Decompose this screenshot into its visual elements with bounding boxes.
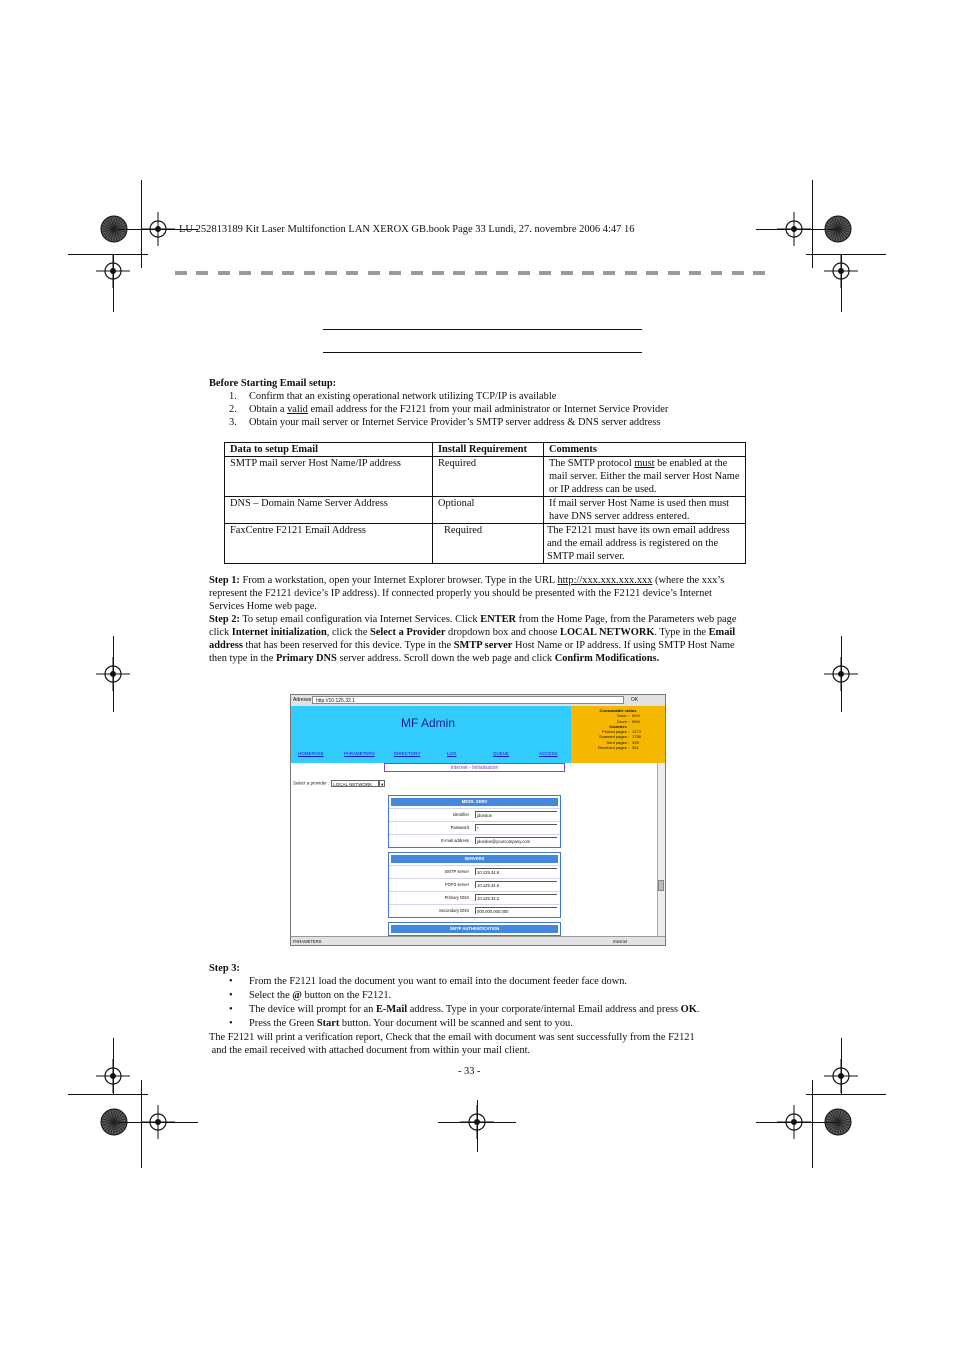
dash-segment [346,271,358,275]
bullet-text: Press the Green [249,1018,317,1029]
step1-label: Step 1: [209,575,240,586]
field-label: Primary DNS [444,895,469,900]
status-value: 55% [632,718,641,724]
go-button[interactable]: OK [631,697,639,703]
provider-label: Select a provider : [293,780,330,786]
step-text: from the Home Page, from the Parameters web page click [209,614,737,638]
counter-row [571,745,665,750]
dash-segment [753,271,765,275]
admin-title: MF Admin [401,716,456,730]
provider-row [293,780,385,787]
step-text: , click the [326,627,371,638]
dash-segment [518,271,530,275]
table-row [225,497,746,524]
step3-label: Step 3: [209,963,240,974]
field-label: SMTP server [444,869,469,874]
step3-section [209,962,749,1057]
table-row [225,457,746,497]
smtp-auth-panel [388,922,561,936]
step-bold: Select a Provider [370,627,446,638]
counter-value: 351 [632,745,639,751]
step-bold: SMTP server [453,640,513,651]
dash-segment [453,271,465,275]
cell-comment [544,457,746,497]
item-text: email address for the F2121 from your mail administrator or Internet Service Provider [307,404,669,415]
counter-key: Received pages : [598,745,629,751]
dash-segment [411,271,423,275]
nav-directory[interactable]: DIRECTORY [394,751,421,756]
step-bold: ENTER [480,614,517,625]
col-header-data: Data to setup Email [225,443,433,457]
crop-line [141,1080,142,1168]
bullet-text: . [696,1004,700,1015]
form-row [389,878,560,891]
dash-segment [261,271,273,275]
dash-segment [175,271,187,275]
step-bold: Internet initialization [231,627,327,638]
admin-banner [291,706,571,763]
form-row [389,891,560,904]
dashed-separator [175,271,775,275]
password-input[interactable]: * [475,824,557,831]
field-label: Secondary DNS [438,908,469,913]
dash-segment [732,271,744,275]
item-text: Obtain a [249,404,288,415]
list-item [209,403,749,416]
dash-segment [496,271,508,275]
status-title: Consumable status [599,708,637,713]
field-label: E-mail address [441,838,469,843]
url-field[interactable]: http://10.125.32.1 [312,696,624,704]
cell-comment: The F2121 must have its own email address and the email address is registered on the SMTP mail server. [544,524,746,564]
url-link[interactable]: http://xxx.xxx.xxx.xxx [557,575,653,586]
dash-segment [475,271,487,275]
table-header-row [225,443,746,457]
step-text: Host Name or IP address. If using SMTP Host Name then type in the [209,640,735,664]
dash-segment [668,271,680,275]
bullet-text: button. Your document will be scanned and sent to you. [339,1018,573,1029]
cell-requirement: Required [433,524,544,564]
step-text: (where the xxx’s represent the F2121 device’s IP address). If connected properly you should be presented with the F2121 device’s Internet Services Home web page. [209,575,725,612]
dash-segment [218,271,230,275]
step2-label: Step 2: [209,614,240,625]
step-text: dropdown box and choose [445,627,561,638]
form-row [389,834,560,847]
status-key: Toner : [616,713,629,719]
status-left: PARAMETERS [293,939,322,944]
bullet-bold: OK [680,1004,697,1015]
smtp-server-input[interactable]: 10.125.34.6 [475,868,557,875]
browser-status-bar [291,936,665,946]
address-label: Adresse [293,697,312,703]
closing-line: and the email received with attached document from within your mail client. [209,1045,531,1056]
status-value: 90% [632,713,641,719]
comment-emphasis: must [634,458,655,469]
crop-line [812,1080,813,1168]
crop-line [756,1122,836,1123]
list-item [209,416,749,429]
list-item [209,1017,749,1031]
dash-segment [239,271,251,275]
form-row [389,865,560,878]
dash-segment [389,271,401,275]
email-input[interactable]: jdoedoe@yourcompany.com [475,837,557,844]
crop-line [806,1094,886,1095]
nav-homepage[interactable]: HOMEPAGE [298,751,324,756]
bullet-bold: E-Mail [375,1004,408,1015]
crop-line [841,1038,842,1094]
dash-segment [539,271,551,275]
chevron-down-icon[interactable]: ▼ [380,782,385,787]
step2-paragraph [209,613,747,665]
list-item [209,975,749,989]
panel-title: MESS. SERV [391,798,558,806]
field-label: POP3 server [445,882,469,887]
primary-dns-input[interactable]: 10.125.32.2 [475,894,557,901]
nav-queue[interactable]: QUEUE [493,751,510,756]
bullet-text: Select the [249,990,293,1001]
item-emphasis: valid [287,404,308,415]
list-item [209,390,749,403]
crop-line [841,254,842,312]
bullet-bold: @ [292,990,302,1001]
form-row [389,904,560,917]
crop-line [477,1100,478,1152]
form-row [389,821,560,834]
crop-line [113,636,114,712]
step-bold: Email address [209,627,736,651]
dash-segment [603,271,615,275]
dash-segment [196,271,208,275]
counters-title: Counters [609,723,627,729]
counter-value: 1273 [632,729,641,735]
bullet-text: From the F2121 load the document you want to email into the document feeder face down. [249,976,628,987]
bullet-text: address. Type in your corporate/internal Email address and press [407,1004,681,1015]
cell-data: FaxCentre F2121 Email Address [225,524,433,564]
step-text: that has been reserved for this device. Type in the [242,640,454,651]
intro-heading: Before Starting Email setup: [209,378,337,389]
crop-line [68,1094,148,1095]
closing-line: The F2121 will print a verification report, Check that the email with document was sent successfully from the F2121 [209,1032,695,1043]
identifier-input[interactable]: jdoedoe [475,811,557,818]
panel-title: SERVERS [391,855,558,863]
secondary-dns-input[interactable]: 000.000.000.000 [475,907,557,914]
scrollbar-thumb[interactable] [658,880,664,891]
item-text: Obtain your mail server or Internet Service Provider’s SMTP server address & DNS server address [249,417,661,428]
cell-requirement: Required [433,457,544,497]
crop-line [756,229,836,230]
counter-value: 1758 [632,734,641,740]
dash-segment [582,271,594,275]
crop-line [841,636,842,712]
nav-parameters[interactable]: PARAMETERS [344,751,375,756]
status-right: Internet [613,939,628,944]
step-text: server address. Scroll down the web page and click [336,653,555,664]
intro-list [209,390,749,429]
cell-requirement: Optional [433,497,544,524]
crop-line [113,254,114,312]
dash-segment [368,271,380,275]
panel-title: SMTP AUTHENTICATION [391,925,558,933]
dash-segment [689,271,701,275]
step-bold: LOCAL NETWORK [560,627,655,638]
step1-paragraph [209,574,747,613]
dash-segment [711,271,723,275]
title-rule-bottom [323,352,642,353]
item-number: 2. [229,404,237,415]
email-setup-table [224,442,746,564]
comment-text: be enabled at the mail server. Either the mail server Host Name or IP address can be used. [549,458,740,495]
form-row [389,808,560,821]
item-number: 3. [229,417,237,428]
page-number: - 33 - [458,1066,481,1077]
crop-line [118,1122,198,1123]
title-rule-top [323,329,642,330]
servers-panel [388,852,561,918]
dash-segment [432,271,444,275]
list-item [209,989,749,1003]
item-text: Confirm that an existing operational network utilizing TCP/IP is available [249,391,557,402]
nav-log[interactable]: LOG [447,751,457,756]
dash-segment [304,271,316,275]
status-key: Drum : [617,718,629,724]
book-header: LU 252813189 Kit Laser Multifonction LAN XEROX GB.book Page 33 Lundi, 27. novembre 2006 4:47 16 [179,224,635,235]
consumable-status [571,706,665,763]
step-bold: Primary DNS [275,653,337,664]
col-header-requirement: Install Requirement [433,443,544,457]
bullet-text: button on the F2121. [301,990,392,1001]
nav-access[interactable]: ACCESS [539,751,558,756]
vertical-scrollbar[interactable] [657,763,665,936]
cell-data: SMTP mail server Host Name/IP address [225,457,433,497]
mess-serv-panel [388,795,561,848]
step3-bullets [209,975,749,1031]
dash-segment [325,271,337,275]
mf-admin-screenshot [290,694,666,946]
field-label: Password [450,825,469,830]
section-title: Internet - Initialisation [384,763,565,772]
counter-value: 395 [632,739,639,745]
crop-line [113,1038,114,1094]
provider-select[interactable]: LOCAL NETWORK [331,780,379,787]
step-bold: Confirm Modifications. [554,653,660,664]
pop3-server-input[interactable]: 10.125.34.6 [475,881,557,888]
intro-section [209,377,749,429]
comment-text: The SMTP protocol [549,458,635,469]
counter-key: Scanned pages : [598,734,629,740]
dash-segment [625,271,637,275]
counter-key: Printed pages : [602,729,629,735]
step-text: From a workstation, open your Internet Explorer browser. Type in the URL [239,575,558,586]
step-text: . Type in the [654,627,709,638]
step-text: To setup email configuration via Internet Services. Click [239,614,481,625]
col-header-comments: Comments [544,443,746,457]
list-item [209,1003,749,1017]
dash-segment [561,271,573,275]
cell-data: DNS – Domain Name Server Address [225,497,433,524]
dash-segment [282,271,294,275]
table-row [225,524,746,564]
item-number: 1. [229,391,237,402]
bullet-text: The device will prompt for an [249,1004,376,1015]
bullet-bold: Start [316,1018,340,1029]
dash-segment [646,271,658,275]
field-label: Identifier [452,812,469,817]
cell-comment: If mail server Host Name is used then must have DNS server address entered. [544,497,746,524]
steps-1-2 [209,574,747,665]
counter-key: Sent pages : [606,739,629,745]
